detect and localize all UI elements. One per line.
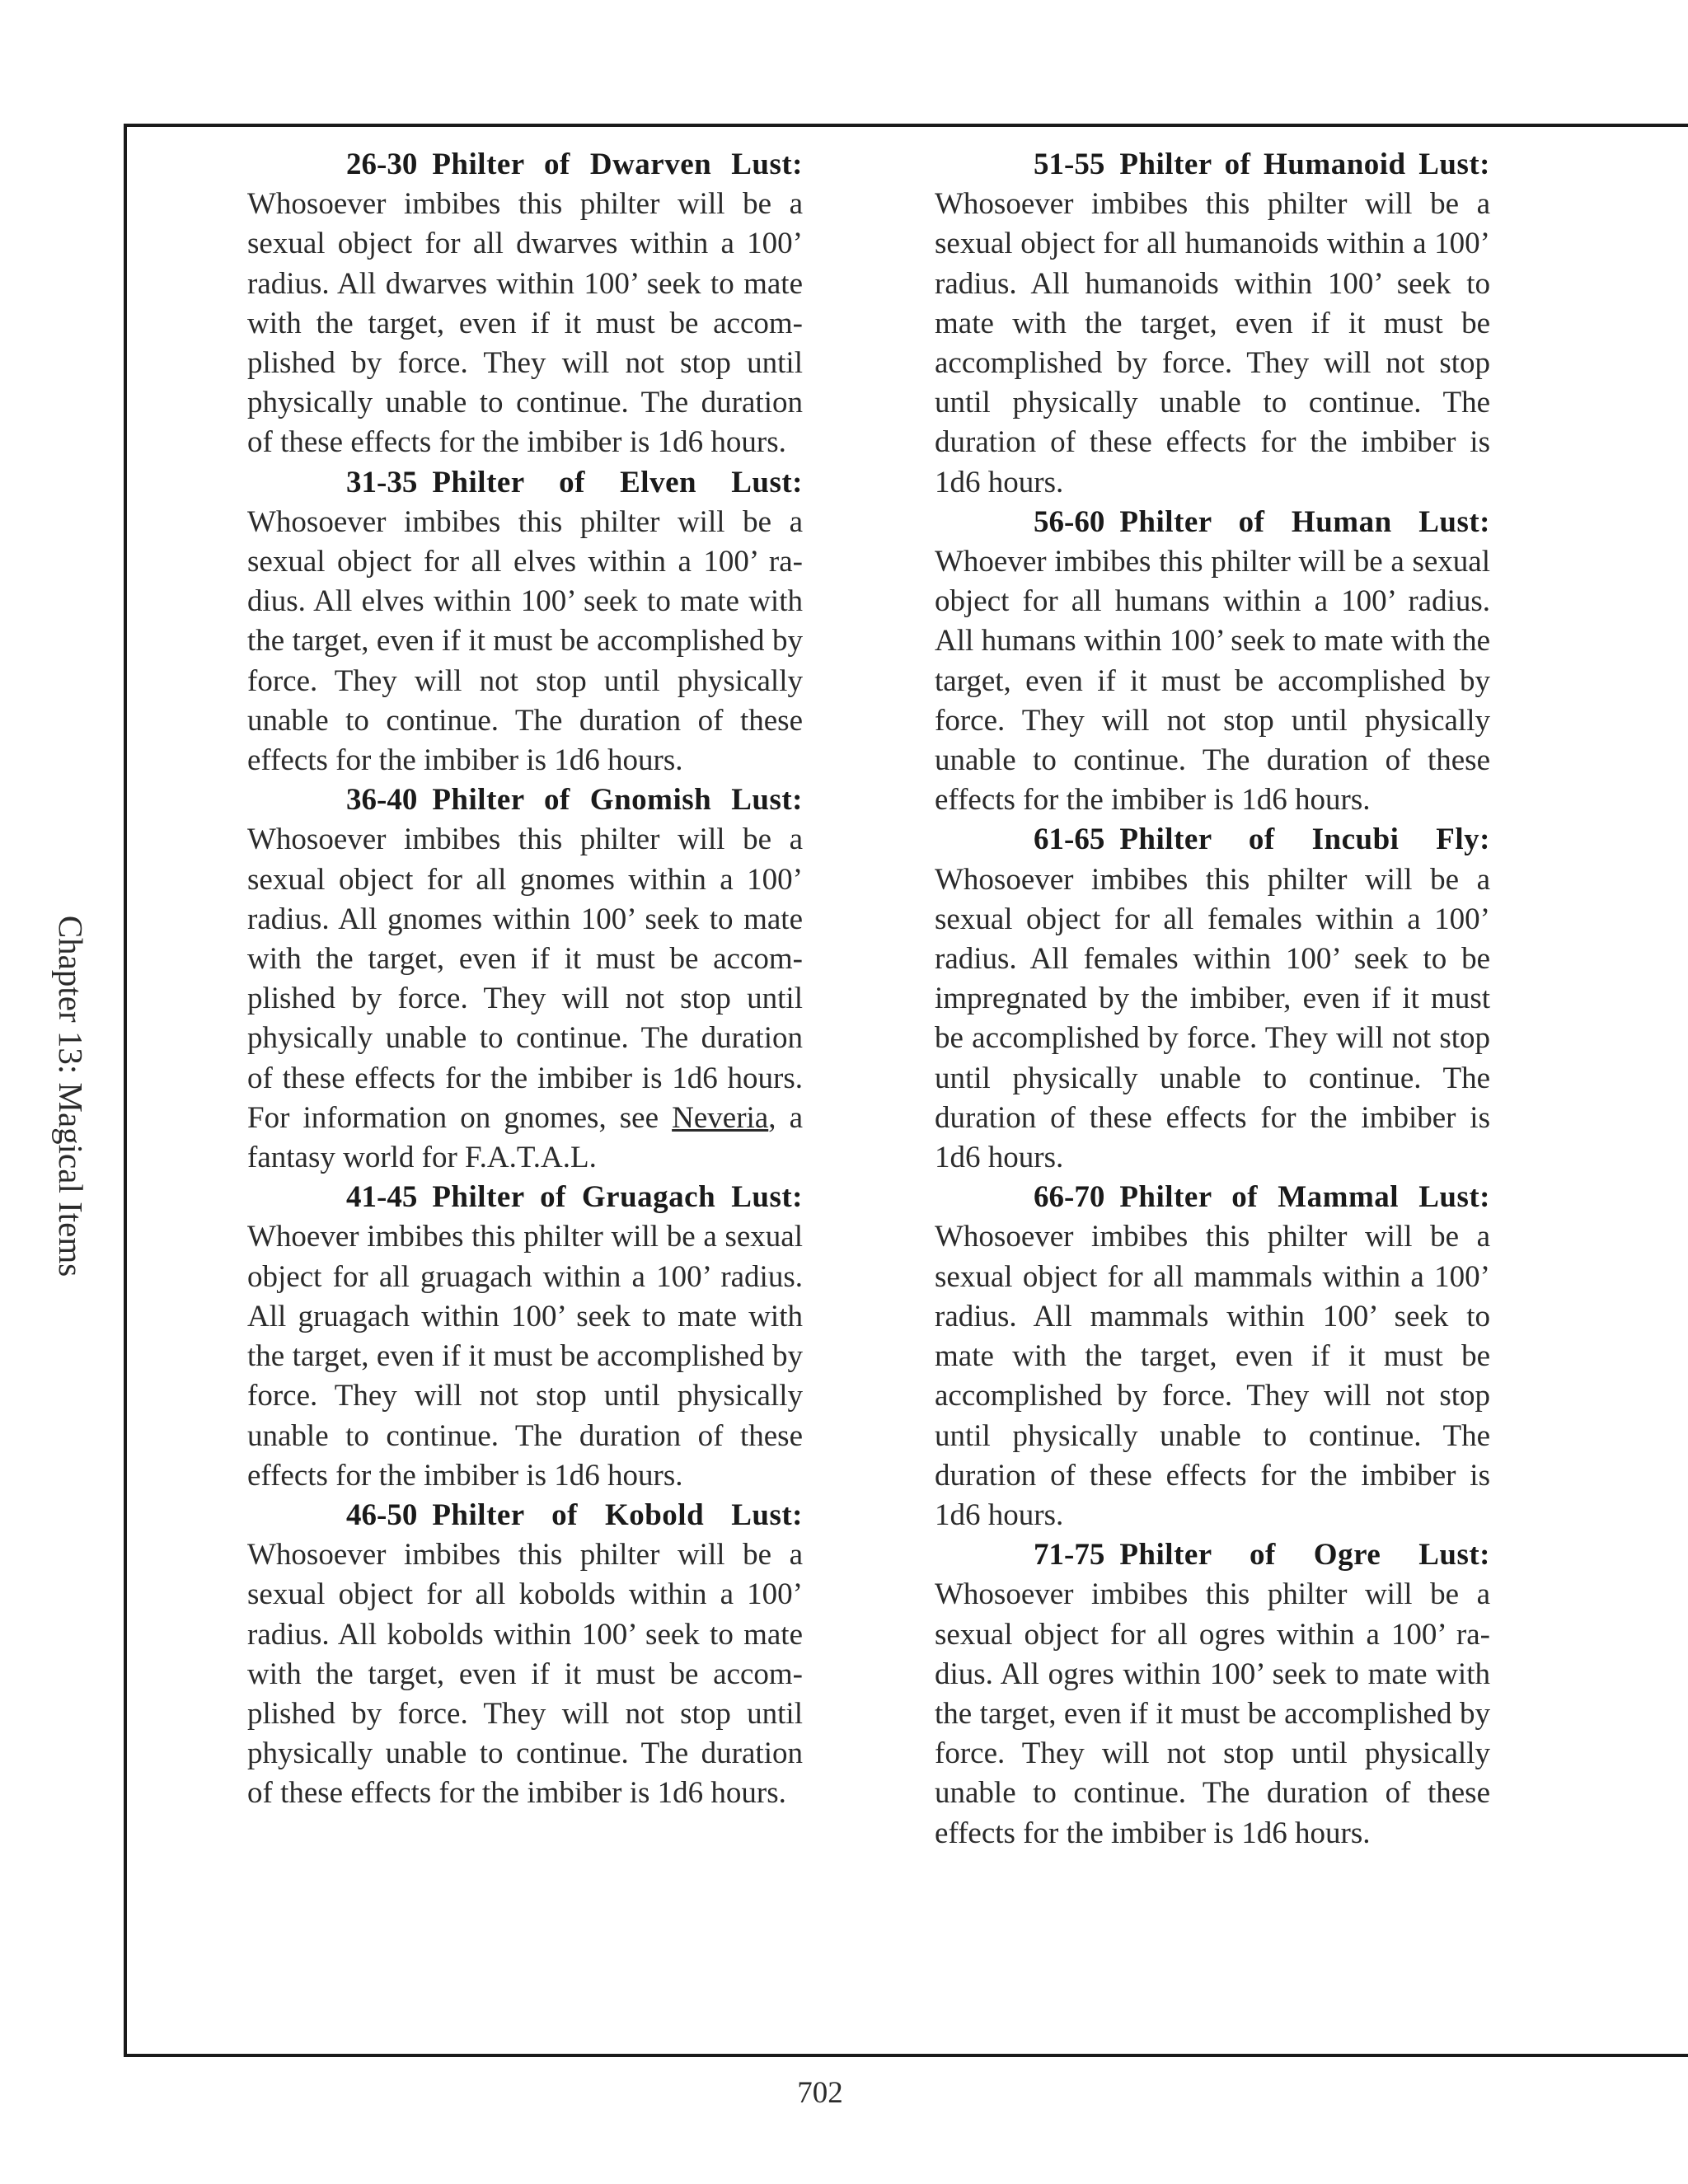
entry-heading	[1034, 1538, 1490, 1572]
entry-body: Whosoever imbibes this philter will be a sexual object for all kobolds within a 100’ radius. All kobolds within 100’ seek to mate with the target, even if it must be accomplished by force. They will not stop until physically unable to continue. The duration of these effects for the imbiber is 1d6 hours.	[247, 1538, 803, 1811]
entry-range: 36-40	[346, 783, 418, 818]
entry-heading	[346, 466, 803, 499]
entry-heading	[346, 1180, 803, 1214]
left-column	[247, 145, 803, 1814]
entry-range: 41-45	[346, 1180, 418, 1215]
entry-heading	[346, 148, 803, 181]
entry-body: Whosoever imbibes this philter will be a sexual object for all gnomes within a 100’ radius. All gnomes within 100’ seek to mate with the target, even if it must be accomplished by force. They will not stop until physically unable to continue. The duration of these effects for the imbiber is 1d6 hours. For information on gnomes, see	[247, 823, 803, 1135]
entry-body: Whoever imbibes this philter will be a sexual object for all humans within a 100’ radius. All humans within 100’ seek to mate with the target, even if it must be accomplished by force. They will not stop until physically unable to continue. The duration of these effects for the imbiber is 1d6 hours.	[935, 545, 1490, 818]
entry-range: 61-65	[1034, 823, 1105, 857]
entry-body-tail: , a fantasy world for F.A.T.A.L.	[247, 1100, 803, 1175]
entry-title: Philter of Gnomish Lust:	[432, 783, 803, 818]
entry-title: Philter of Incubi Fly:	[1119, 823, 1490, 857]
entry-body: Whosoever imbibes this philter will be a sexual object for all elves within a 100’ radius. All elves within 100’ seek to mate with the target, even if it must be accomplished by force. They will not stop until physically unable to continue. The duration of these effects for the imbiber is 1d6 hours.	[247, 504, 803, 778]
entry-body: Whosoever imbibes this philter will be a sexual object for all humanoids within a 100’ radius. All humanoids within 100’ seek to mate with the target, even if it must be accomplished by force. They will not stop until physically unable to continue. The duration of these effects for the imbiber is 1d6 hours.	[935, 187, 1490, 499]
entry-title: Philter of Dwarven Lust:	[432, 148, 803, 181]
entry-range: 31-35	[346, 465, 418, 499]
entry-range: 71-75	[1034, 1538, 1105, 1572]
entry-title: Philter of Kobold Lust:	[432, 1497, 803, 1532]
entry-body: Whosoever imbibes this philter will be a sexual object for all ogres within a 100’ radius. All ogres within 100’ seek to mate with the target, even if it must be accomplished by force. They will not stop until physically unable to continue. The duration of these effects for the imbiber is 1d6 hours.	[935, 1577, 1490, 1850]
entry-mammal-lust	[935, 1178, 1490, 1535]
entry-incubi-fly	[935, 820, 1490, 1178]
entry-heading	[1034, 1180, 1490, 1214]
entry-range: 66-70	[1034, 1180, 1105, 1215]
neveria-reference-link[interactable]: Neveria	[672, 1100, 769, 1135]
entry-heading	[1034, 505, 1490, 539]
page-number: 702	[797, 2076, 843, 2110]
entry-gruagach-lust	[247, 1178, 803, 1496]
entry-range: 51-55	[1034, 148, 1105, 181]
entry-body: Whosoever imbibes this philter will be a sexual object for all mammals within a 100’ radius. All mammals within 100’ seek to mate with the target, even if it must be accomplished by force. They will not stop until physically unable to continue. The duration of these effects for the imbiber is 1d6 hours.	[935, 1220, 1490, 1532]
entry-range: 26-30	[346, 148, 418, 181]
entry-title: Philter of Ogre Lust:	[1119, 1538, 1490, 1572]
entry-human-lust	[935, 503, 1490, 821]
entry-title: Philter of Gruagach Lust:	[432, 1180, 803, 1215]
entry-title: Philter of Human Lust:	[1119, 504, 1490, 539]
entry-body: Whosoever imbibes this philter will be a sexual object for all females within a 100’ radius. All females within 100’ seek to be impregnated by the imbiber, even if it must be accomplished by force. They will not stop until physically unable to continue. The duration of these effects for the imbiber is 1d6 hours.	[935, 862, 1490, 1175]
entry-ogre-lust	[935, 1535, 1490, 1854]
entry-body: Whosoever imbibes this philter will be a sexual object for all dwarves within a 100’ radius. All dwarves within 100’ seek to mate with the target, even if it must be accomplished by force. They will not stop until physically unable to continue. The duration of these effects for the imbiber is 1d6 hours.	[247, 187, 803, 460]
entry-body: Whoever imbibes this philter will be a sexual object for all gruagach within a 100’ radius. All gruagach within 100’ seek to mate with the target, even if it must be accomplished by force. They will not stop until physically unable to continue. The duration of these effects for the imbiber is 1d6 hours.	[247, 1220, 803, 1493]
entry-elven-lust	[247, 463, 803, 781]
entry-range: 46-50	[346, 1497, 418, 1532]
entry-heading	[1034, 823, 1490, 856]
entry-humanoid-lust	[935, 145, 1490, 503]
right-column	[935, 145, 1490, 1854]
entry-gnomish-lust	[247, 780, 803, 1178]
entry-range: 56-60	[1034, 504, 1105, 539]
entry-title: Philter of Mammal Lust:	[1119, 1180, 1490, 1215]
entry-heading	[346, 1498, 803, 1532]
entry-heading	[1034, 148, 1490, 181]
entry-heading	[346, 783, 803, 817]
chapter-running-header: Chapter 13: Magical Items	[52, 915, 90, 1277]
entry-title: Philter of Humanoid Lust:	[1119, 148, 1490, 181]
entry-title: Philter of Elven Lust:	[432, 465, 803, 499]
entry-dwarven-lust	[247, 145, 803, 463]
entry-kobold-lust	[247, 1496, 803, 1814]
